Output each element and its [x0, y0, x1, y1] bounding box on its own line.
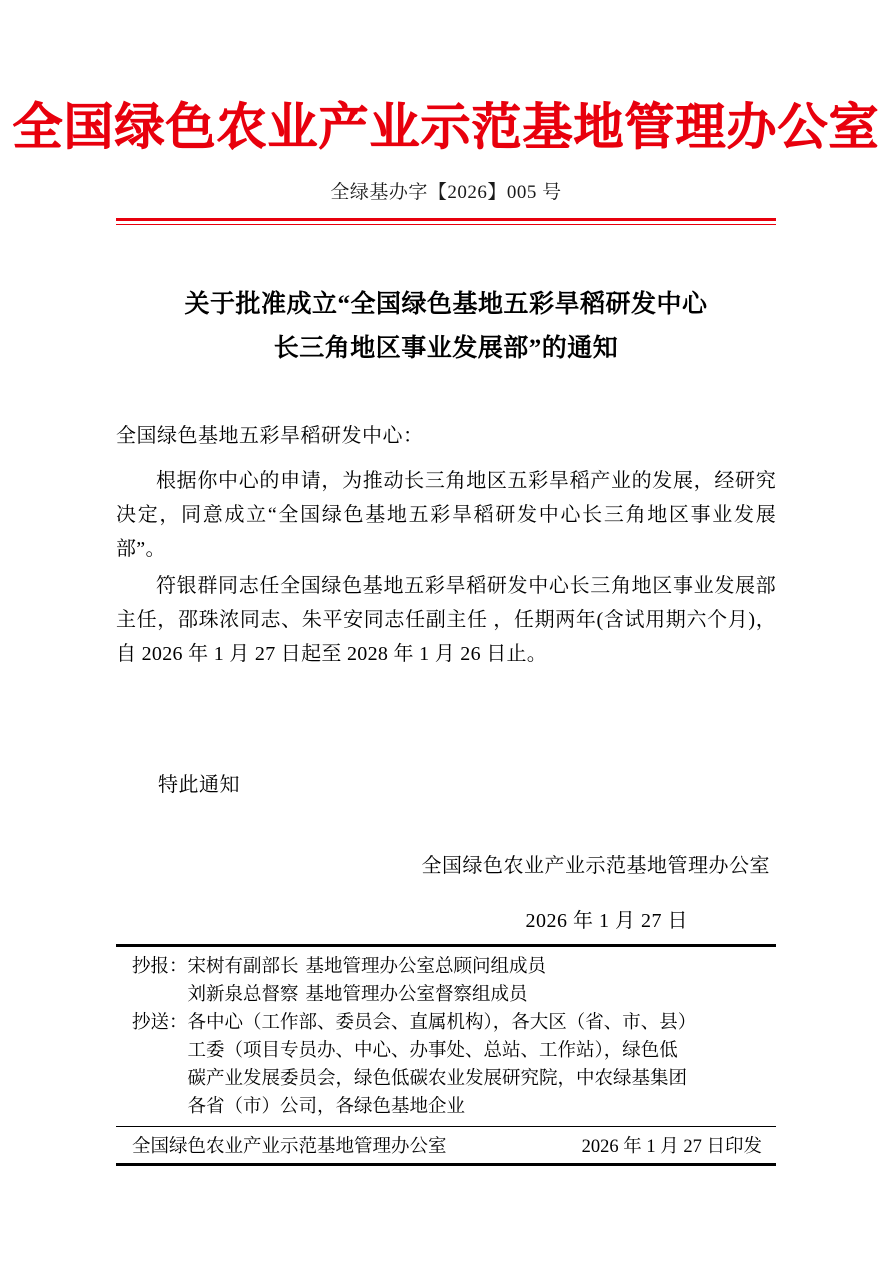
- closing-note: 特此通知: [158, 773, 240, 796]
- cc-report-name-2: 刘新泉总督察: [187, 984, 299, 1005]
- paragraph-2: 符银群同志任全国绿色基地五彩旱稻研发中心长三角地区事业发展部主任，邵珠浓同志、朱平安同志任副主任 ，任期两年(含试用期六个月)，自 2026 年 1 月 27 日起至 2028 年 1 月 26 日止。: [116, 574, 776, 666]
- cc-report-line-1: [188, 953, 776, 981]
- cc-send-line-1: 各中心（工作部、委员会、直属机构），各大区（省、市、县）: [187, 1012, 697, 1033]
- cc-report-name-1: 宋树有副部长: [187, 956, 299, 977]
- cc-report-body: [188, 953, 776, 1009]
- issuer-row: [116, 1127, 776, 1163]
- cc-report-label: 抄报：: [132, 956, 188, 977]
- letterhead: [0, 0, 892, 225]
- cc-block: [116, 947, 776, 1127]
- cc-report-line-2: [188, 981, 776, 1009]
- cc-send-row: [132, 1009, 776, 1121]
- document-body: [116, 225, 776, 933]
- cc-send-label: 抄送：: [132, 1012, 188, 1033]
- document-title-line-1: 关于批准成立“全国绿色基地五彩旱稻研发中心: [184, 291, 708, 318]
- document-title: [116, 283, 776, 371]
- cc-send-line-4: 各省（市）公司，各绿色基地企业: [187, 1097, 466, 1118]
- footer-bottom-rule: [116, 1163, 776, 1166]
- red-divider: [116, 218, 776, 226]
- document-title-line-2: 长三角地区事业发展部”的通知: [273, 334, 619, 362]
- document-number: 全绿基办字【2026】005 号: [330, 181, 562, 203]
- salutation: 全国绿色基地五彩旱稻研发中心：: [116, 424, 424, 447]
- cc-report-org-1: 基地管理办公室总顾问组成员: [305, 956, 547, 977]
- distribution-footer: [116, 944, 776, 1166]
- signature-organization: 全国绿色农业产业示范基地管理办公室: [421, 854, 770, 877]
- signature-date: 2026 年 1 月 27 日: [525, 909, 688, 932]
- organization-title: 全国绿色农业产业示范基地管理办公室: [12, 99, 880, 155]
- issuer-name: 全国绿色农业产业示范基地管理办公室: [132, 1137, 447, 1158]
- cc-report-org-2: 基地管理办公室督察组成员: [305, 984, 528, 1005]
- paragraph-1: 根据你中心的申请，为推动长三角地区五彩旱稻产业的发展，经研究决定，同意成立“全国绿色基地五彩旱稻研发中心长三角地区事业发展部”。: [116, 469, 776, 561]
- cc-send-line-3: 碳产业发展委员会，绿色低碳农业发展研究院，中农绿基集团: [187, 1068, 688, 1089]
- cc-report-row: [132, 953, 776, 1009]
- cc-send-line-2: 工委（项目专员办、中心、办事处、总站、工作站），绿色低: [187, 1040, 678, 1061]
- cc-send-body: [188, 1009, 776, 1121]
- issue-date: 2026 年 1 月 27 日印发: [581, 1137, 762, 1158]
